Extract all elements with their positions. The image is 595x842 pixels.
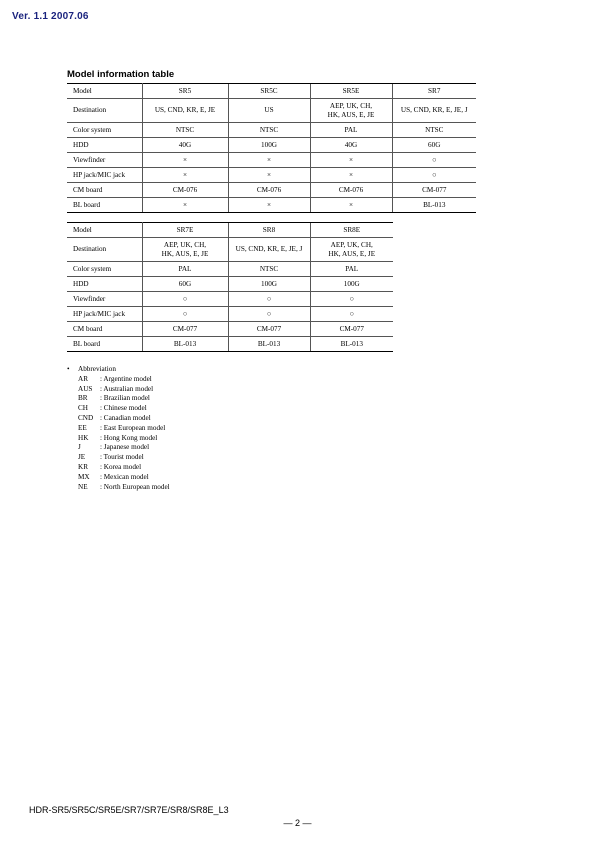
row-label: Color system	[67, 262, 142, 277]
model-table-1-row	[67, 99, 476, 123]
row-label: HDD	[67, 277, 142, 292]
abbreviation-desc: : Australian model	[100, 384, 154, 393]
version-label: Ver. 1.1 2007.06	[12, 11, 89, 22]
abbreviation-item	[67, 483, 170, 493]
model-table-2-row	[67, 238, 393, 262]
model-table-2-row	[67, 307, 393, 322]
table-cell: AEP, UK, CH, HK, AUS, E, JE	[310, 238, 393, 262]
table-cell: CM-077	[310, 322, 393, 337]
column-header: SR5E	[310, 84, 392, 99]
model-table-2-row	[67, 277, 393, 292]
table-cell: ×	[310, 168, 392, 183]
abbreviation-code: HK	[78, 433, 89, 442]
table-cell: CM-076	[228, 183, 310, 198]
abbreviation-code: J	[78, 443, 81, 452]
table-cell: CM-076	[310, 183, 392, 198]
table-cell: NTSC	[228, 123, 310, 138]
abbreviation-code: NE	[78, 482, 88, 491]
abbreviation-item	[67, 473, 170, 483]
abbreviation-code: CH	[78, 404, 88, 413]
footer-model-code: HDR-SR5/SR5C/SR5E/SR7/SR7E/SR8/SR8E_L3	[29, 805, 229, 815]
abbreviation-code: AUS	[78, 384, 93, 393]
column-header: SR8E	[310, 223, 393, 238]
row-label: Model	[67, 84, 142, 99]
abbreviation-item	[67, 394, 170, 404]
abbreviation-item	[67, 463, 170, 473]
table-cell: CM-077	[228, 322, 310, 337]
table-cell: 100G	[228, 138, 310, 153]
model-table-1-row	[67, 138, 476, 153]
abbreviation-desc: : Canadian model	[100, 413, 151, 422]
table-cell: BL-013	[392, 198, 476, 213]
table-cell: US	[228, 99, 310, 123]
abbreviation-desc: : Brazilian model	[100, 394, 150, 403]
row-label: Destination	[67, 238, 142, 262]
model-table-2	[67, 222, 393, 352]
table-cell: ×	[228, 198, 310, 213]
abbreviation-item	[67, 385, 170, 395]
abbreviation-item	[67, 443, 170, 453]
abbreviation-code: KR	[78, 462, 88, 471]
abbreviation-heading: Abbreviation	[78, 365, 116, 373]
abbreviation-desc: : Mexican model	[100, 472, 149, 481]
table-cell: 40G	[310, 138, 392, 153]
table-cell: NTSC	[142, 123, 228, 138]
abbreviation-code: BR	[78, 394, 88, 403]
model-table-1-row	[67, 123, 476, 138]
table-cell: 60G	[142, 277, 228, 292]
table-cell: ○	[142, 292, 228, 307]
column-header: SR5C	[228, 84, 310, 99]
table-cell: ○	[228, 307, 310, 322]
table-cell: ×	[228, 168, 310, 183]
row-label: Viewfinder	[67, 292, 142, 307]
model-table-2-row	[67, 262, 393, 277]
abbreviation-item	[67, 375, 170, 385]
table-cell: ×	[142, 168, 228, 183]
abbreviation-code: JE	[78, 453, 86, 462]
table-cell: AEP, UK, CH, HK, AUS, E, JE	[310, 99, 392, 123]
table-cell: CM-077	[392, 183, 476, 198]
abbreviation-item	[67, 424, 170, 434]
table-cell: ○	[310, 292, 393, 307]
row-label: HP jack/MIC jack	[67, 168, 142, 183]
table-cell: ○	[392, 168, 476, 183]
table-cell: AEP, UK, CH, HK, AUS, E, JE	[142, 238, 228, 262]
row-label: Color system	[67, 123, 142, 138]
table-cell: ○	[310, 307, 393, 322]
table-cell: 100G	[310, 277, 393, 292]
table-cell: ×	[142, 153, 228, 168]
column-header: SR5	[142, 84, 228, 99]
table-cell: ×	[228, 153, 310, 168]
abbreviation-desc: : Japanese model	[100, 443, 150, 452]
table-cell: ×	[142, 198, 228, 213]
abbreviation-code: AR	[78, 374, 88, 383]
abbreviation-code: CND	[78, 413, 94, 422]
abbreviation-desc: : East European model	[100, 423, 166, 432]
table-cell: 40G	[142, 138, 228, 153]
model-table-1	[67, 83, 476, 213]
abbreviation-desc: : North European model	[100, 482, 170, 491]
abbreviation-item	[67, 453, 170, 463]
abbreviation-desc: : Korea model	[100, 462, 142, 471]
abbreviation-item	[67, 404, 170, 414]
row-label: CM board	[67, 322, 142, 337]
column-header: SR7	[392, 84, 476, 99]
table-cell: BL-013	[142, 337, 228, 352]
abbreviation-item	[67, 414, 170, 424]
table-cell: ×	[310, 153, 392, 168]
model-table-2-row	[67, 322, 393, 337]
model-table-2-row	[67, 292, 393, 307]
model-table-1-row	[67, 198, 476, 213]
table-cell: ○	[392, 153, 476, 168]
abbreviation-list	[67, 365, 170, 492]
abbreviation-code: MX	[78, 472, 90, 481]
row-label: BL board	[67, 337, 142, 352]
abbreviation-item	[67, 434, 170, 444]
model-table-1-header-row	[67, 84, 476, 99]
column-header: SR7E	[142, 223, 228, 238]
table-cell: 60G	[392, 138, 476, 153]
column-header: SR8	[228, 223, 310, 238]
table-cell: ○	[228, 292, 310, 307]
table-cell: ○	[142, 307, 228, 322]
abbreviation-desc: : Hong Kong model	[100, 433, 158, 442]
abbreviation-desc: : Argentine model	[100, 374, 152, 383]
model-table-1-row	[67, 183, 476, 198]
row-label: BL board	[67, 198, 142, 213]
row-label: Model	[67, 223, 142, 238]
table-cell: NTSC	[228, 262, 310, 277]
row-label: Viewfinder	[67, 153, 142, 168]
row-label: HDD	[67, 138, 142, 153]
model-table-2-row	[67, 337, 393, 352]
table-cell: US, CND, KR, E, JE	[142, 99, 228, 123]
row-label: Destination	[67, 99, 142, 123]
page-title: Model information table	[67, 69, 175, 80]
table-cell: BL-013	[228, 337, 310, 352]
abbreviation-desc: : Chinese model	[100, 404, 147, 413]
row-label: CM board	[67, 183, 142, 198]
abbreviation-code: EE	[78, 423, 87, 432]
table-cell: US, CND, KR, E, JE, J	[392, 99, 476, 123]
table-cell: PAL	[310, 123, 392, 138]
abbreviation-desc: : Tourist model	[100, 453, 144, 462]
bullet: •	[67, 365, 70, 373]
page-number: — 2 —	[283, 818, 312, 828]
table-cell: PAL	[142, 262, 228, 277]
table-cell: NTSC	[392, 123, 476, 138]
row-label: HP jack/MIC jack	[67, 307, 142, 322]
table-cell: ×	[310, 198, 392, 213]
table-cell: US, CND, KR, E, JE, J	[228, 238, 310, 262]
model-table-1-row	[67, 153, 476, 168]
table-cell: CM-077	[142, 322, 228, 337]
table-cell: 100G	[228, 277, 310, 292]
table-cell: CM-076	[142, 183, 228, 198]
model-table-1-row	[67, 168, 476, 183]
table-cell: BL-013	[310, 337, 393, 352]
model-table-2-header-row	[67, 223, 393, 238]
table-cell: PAL	[310, 262, 393, 277]
